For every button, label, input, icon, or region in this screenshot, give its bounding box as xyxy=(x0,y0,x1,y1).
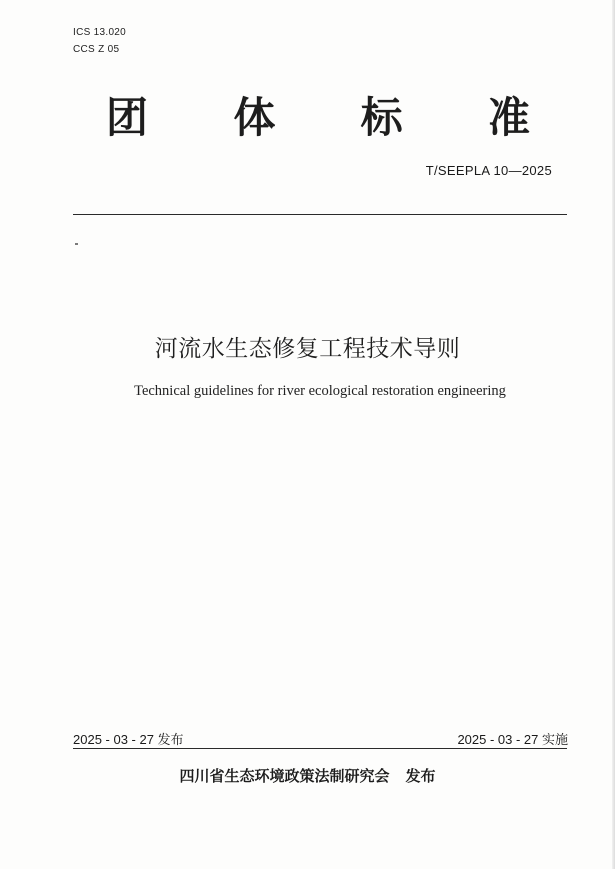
classification-codes xyxy=(73,24,126,58)
title-char-4: 准 xyxy=(487,93,530,142)
publisher-name: 四川省生态环境政策法制研究会 xyxy=(179,767,390,785)
bottom-divider xyxy=(73,748,567,749)
publisher-action: 发布 xyxy=(405,767,436,785)
top-divider xyxy=(73,214,567,215)
standard-number: T/SEEPLA 10—2025 xyxy=(425,163,552,178)
ccs-code: CCS Z 05 xyxy=(73,44,120,55)
ics-code: ICS 13.020 xyxy=(73,27,127,38)
publisher-line xyxy=(0,765,615,786)
title-char-2: 体 xyxy=(233,93,276,142)
issue-date: 2025 - 03 - 27 发布 xyxy=(73,732,184,747)
scan-speck xyxy=(75,243,78,245)
implementation-date: 2025 - 03 - 27 实施 xyxy=(457,732,568,747)
document-title-en: Technical guidelines for river ecological restoration engineering xyxy=(134,383,506,399)
document-title-cn: 河流水生态修复工程技术导则 xyxy=(154,336,461,362)
title-char-1: 团 xyxy=(106,93,149,142)
title-char-3: 标 xyxy=(360,93,403,142)
standard-type-title xyxy=(106,93,530,143)
